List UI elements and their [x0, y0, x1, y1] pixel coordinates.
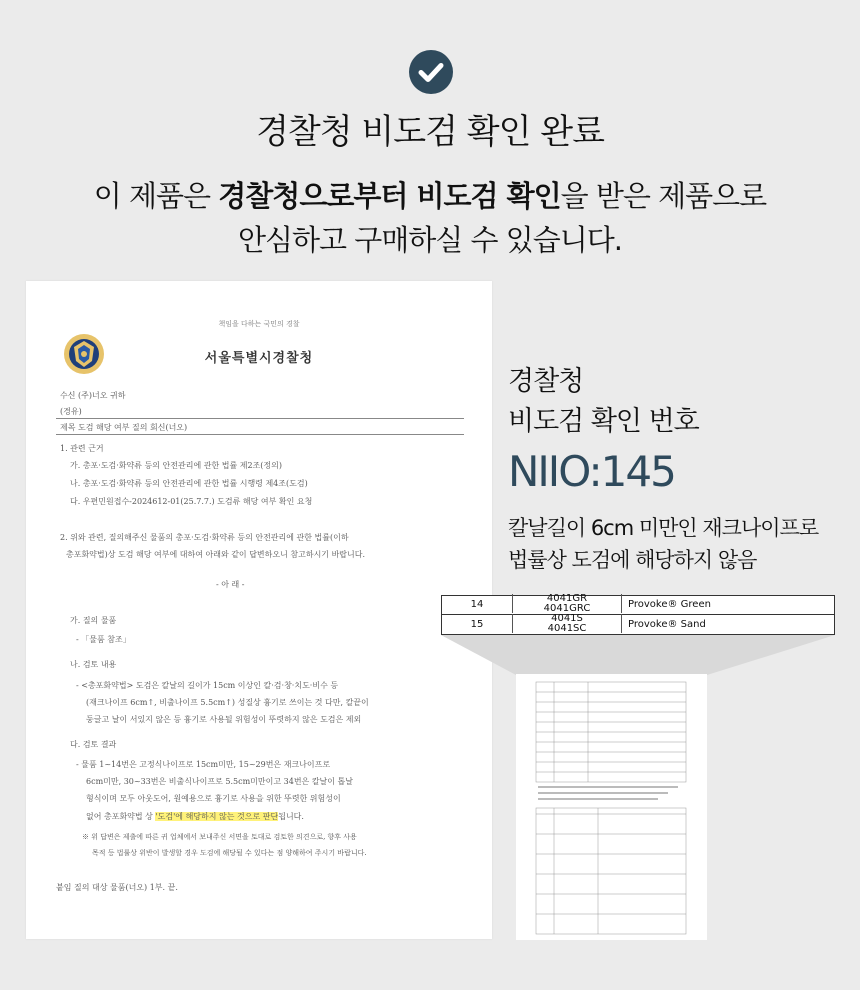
attachment-thumbnail-graphic	[516, 674, 707, 940]
doc-line: 가. 총포·도검·화약류 등의 안전관리에 관한 법률 제2조(정의)	[70, 461, 282, 470]
doc-line: 총포화약법)상 도검 해당 여부에 대하여 아래와 같이 답변하오니 참고하시기 바랍니다.	[66, 550, 366, 559]
doc-slogan: 책임을 다하는 국민의 경찰	[218, 320, 300, 328]
doc-line: 목적 등 법률상 위반이 발생할 경우 도검에 해당될 수 있다는 점 양해하여 주시기 바랍니다.	[92, 849, 367, 857]
doc-text: 됩니다.	[278, 812, 304, 821]
table-cell-code	[512, 614, 622, 633]
confirm-heading-line2: 비도검 확인 번호	[508, 406, 699, 437]
lead-line2: 안심하고 구매하실 수 있습니다.	[237, 223, 623, 257]
confirm-desc-line1: 칼날길이 6cm 미만인 재크나이프로	[508, 516, 819, 540]
doc-line: (재크나이프 6cm↑, 비출나이프 5.5cm↑) 성질상 흉기로 쓰이는 것 다만, 칼끝이	[86, 698, 369, 707]
table-cell-name: Provoke® Sand	[628, 619, 706, 630]
doc-line: 2. 위와 관련, 질의해주신 물품의 총포·도검·화약류 등의 안전관리에 관한 법률(이하	[60, 533, 349, 542]
code-line: 4041S	[551, 614, 583, 624]
doc-line: 나. 검토 내용	[70, 660, 117, 669]
doc-line: - 물품 1~14번은 고정식나이프로 15cm미만, 15~29번은 재크나이프로	[76, 760, 331, 769]
confirm-desc-line2: 법률상 도검에 해당하지 않음	[508, 548, 757, 572]
doc-text: 없어 총포화약법 상	[86, 812, 156, 821]
table-cell-no: 14	[470, 599, 484, 610]
doc-line: 다. 검토 결과	[70, 740, 117, 749]
doc-line: 나. 총포·도검·화약류 등의 안전관리에 관한 법률 시행령 제4조(도검)	[70, 479, 308, 488]
table-row	[442, 596, 834, 615]
table-cell-code	[512, 594, 622, 613]
confirm-number: NIIO:145	[508, 447, 675, 496]
doc-line: 수신 (주)너오 귀하	[60, 391, 126, 400]
attachment-thumbnail	[516, 674, 707, 940]
doc-line: - 「물품 참조」	[76, 635, 131, 644]
doc-line: 가. 질의 물품	[70, 616, 117, 625]
lead-bold: 경찰청으로부터 비도검 확인	[218, 179, 561, 213]
table-cell-name: Provoke® Green	[628, 599, 711, 610]
lead-pre: 이 제품은	[93, 179, 219, 213]
lead-post: 을 받은 제품으로	[560, 179, 767, 213]
code-line: 4041SC	[547, 623, 587, 633]
doc-line: 다. 우편민원접수-2024612-01(25.7.7.) 도검류 해당 여부 확인 요청	[70, 497, 313, 506]
doc-line: 1. 관련 근거	[60, 444, 104, 453]
doc-line: - <총포화약법> 도검은 칼날의 길이가 15cm 이상인 칼·검·창·치도·비수 등	[76, 681, 339, 690]
doc-line: (경유)	[60, 407, 82, 416]
doc-line: - 아 래 -	[216, 580, 245, 589]
doc-line: 둥글고 날이 서있지 않은 등 흉기로 사용될 위험성이 뚜렷하지 않은 도검은 제외	[86, 715, 362, 724]
doc-line: 제목 도검 해당 여부 질의 회신(너오)	[60, 423, 188, 432]
doc-line: 붙임 질의 대상 물품(너오) 1부. 끝.	[56, 883, 178, 892]
page-title: 경찰청 비도검 확인 완료	[256, 112, 604, 152]
zoom-table	[441, 595, 835, 635]
table-cell-no: 15	[470, 619, 484, 630]
table-row	[442, 616, 834, 635]
doc-organization: 서울특별시경찰청	[204, 351, 314, 366]
doc-line: ※ 위 답변은 제출에 따른 귀 업체에서 보내주신 서면을 토대로 검토한 의견으로, 향후 사용	[82, 833, 357, 841]
confirm-heading-line1: 경찰청	[508, 366, 584, 397]
doc-line: 형식이며 모두 아웃도어, 원예용으로 흉기로 사용을 위한 뚜렷한 위험성이	[86, 794, 341, 803]
doc-line: 6cm미만, 30~33번은 비출식나이프로 5.5cm미만이고 34번은 칼날이 톱날	[86, 777, 354, 786]
doc-highlight: '도검'에 해당하지 않는 것으로 판단	[155, 812, 279, 821]
code-line: 4041GRC	[543, 603, 591, 613]
code-line: 4041GR	[546, 594, 588, 604]
